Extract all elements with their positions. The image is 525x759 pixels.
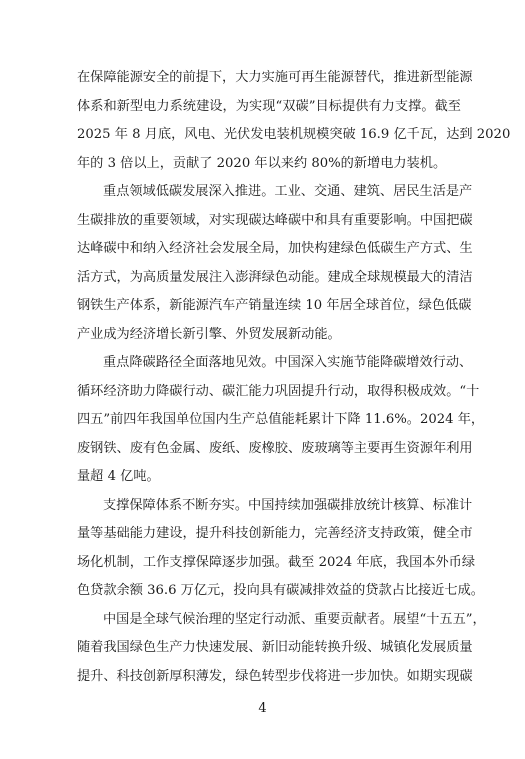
text-line: 重点降碳路径全面落地见效。中国深入实施节能降碳增效行动、: [103, 355, 473, 370]
text-line: 四五”前四年我国单位国内生产总值能耗累计下降 11.6%。2024 年，: [77, 412, 485, 427]
text-line: 体系和新型电力系统建设，为实现“双碳”目标提供有力支撑。截至: [77, 98, 461, 114]
body-text: [77, 64, 511, 691]
text-line: 场化机制，工作支撑保障逐步加强。截至 2024 年底，我国本外币绿: [77, 554, 476, 570]
text-line: 随着我国绿色生产力快速发展、新旧动能转换升级、城镇化发展质量: [77, 640, 473, 655]
text-line: 支撑保障体系不断夯实。中国持续加强碳排放统计核算、标准计: [103, 497, 473, 513]
text-line: 生碳排放的重要领域，对实现碳达峰碳中和具有重要影响。中国把碳: [77, 212, 473, 228]
text-line: 量等基础能力建设，提升科技创新能力，完善经济支持政策，健全市: [77, 526, 473, 541]
text-line: 提升、科技创新厚积薄发，绿色转型步伐将进一步加快。如期实现碳: [77, 668, 473, 684]
text-line: 钢铁生产体系，新能源汽车产销量连续 10 年居全球首位，绿色低碳: [77, 298, 472, 313]
text-line: 在保障能源安全的前提下，大力实施可再生能源替代，推进新型能源: [77, 70, 473, 85]
text-line: 中国是全球气候治理的坚定行动派、重要贡献者。展望“十五五”，: [103, 611, 486, 627]
text-line: 达峰碳中和纳入经济社会发展全局，加快构建绿色低碳生产方式、生: [77, 241, 473, 256]
text-line: 循环经济助力降碳行动、碳汇能力巩固提升行动，取得积极成效。“十: [77, 383, 480, 399]
page-number: 4: [258, 701, 267, 716]
text-line: 产业成为经济增长新引擎、外贸发展新动能。: [77, 326, 341, 342]
text-line: 2025 年 8 月底，风电、光伏发电装机规模突破 16.9 亿千瓦，达到 2020: [77, 127, 511, 142]
text-line: 重点领域低碳发展深入推进。工业、交通、建筑、居民生活是产: [103, 184, 473, 199]
text-line: 活方式，为高质量发展注入澎湃绿色动能。建成全球规模最大的清洁: [77, 269, 473, 285]
text-line: 量超 4 亿吨。: [77, 469, 160, 484]
text-line: 色贷款余额 36.6 万亿元，投向具有碳减排效益的贷款占比接近七成。: [77, 583, 484, 598]
text-line: 废钢铁、废有色金属、废纸、废橡胶、废玻璃等主要再生资源年利用: [77, 440, 473, 456]
text-line: 年的 3 倍以上，贡献了 2020 年以来约 80%的新增电力装机。: [77, 155, 447, 171]
